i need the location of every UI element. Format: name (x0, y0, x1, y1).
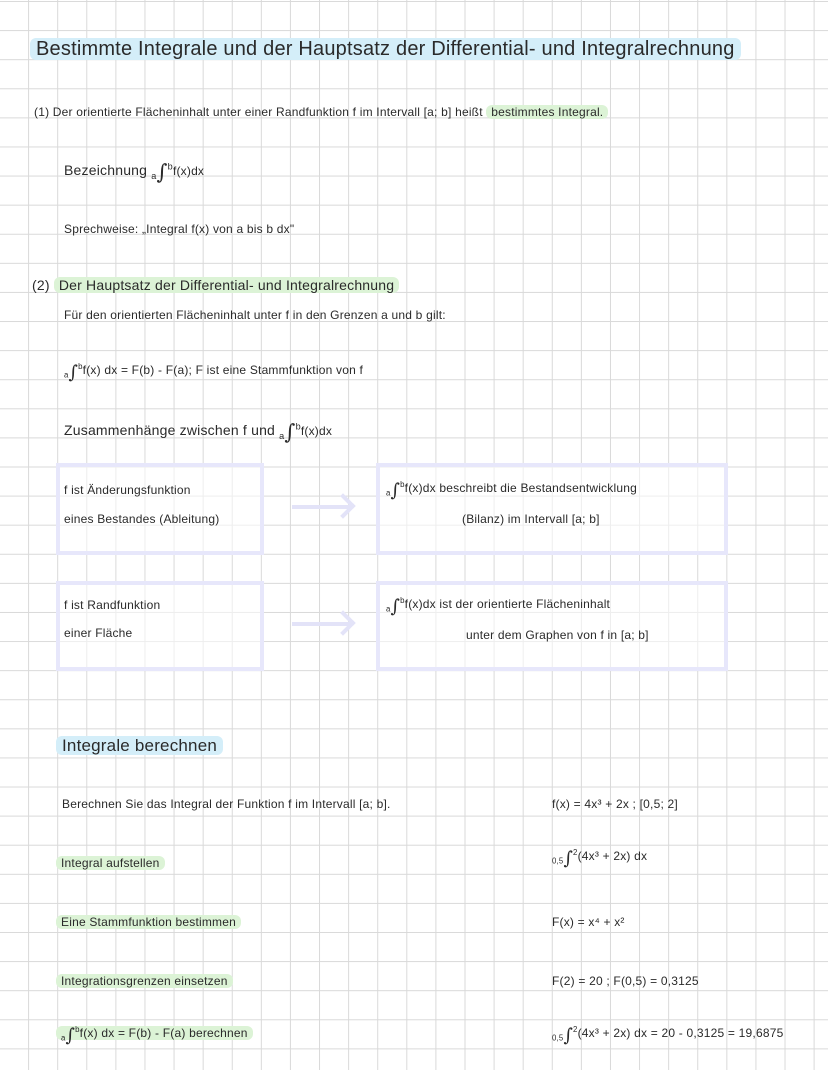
definition-line: (1) Der orientierte Flächeninhalt unter einer Randfunktion f im Intervall [a; b] heißt bestimmtes Integral. (34, 105, 608, 119)
step-result: $_{0,5}$∫$^2$(4x³ + 2x) dx = 20 - 0,3125 = 19,6875 (552, 1025, 784, 1046)
relation-text: $_a$∫$^b$f(x)dx beschreibt die Bestandsentwicklung (386, 480, 637, 501)
arrow-right-icon (292, 505, 350, 509)
relations-heading: Zusammenhänge zwischen f und $_a$∫$^b$f(x)dx (64, 420, 333, 444)
section2-intro: Für den orientierten Flächeninhalt unter f in den Grenzen a und b gilt: (64, 308, 446, 322)
step-result: F(2) = 20 ; F(0,5) = 0,3125 (552, 974, 699, 988)
relation-text: $_a$∫$^b$f(x)dx ist der orientierte Flächeninhalt (386, 596, 611, 617)
task-function: f(x) = 4x³ + 2x ; [0,5; 2] (552, 797, 678, 811)
relation-text: eines Bestandes (Ableitung) (64, 512, 220, 526)
step-label: Eine Stammfunktion bestimmen (56, 915, 241, 929)
section2-heading: (2) Der Hauptsatz der Differential- und Integralrechnung (32, 277, 399, 293)
page-title: Bestimmte Integrale und der Hauptsatz der Differential- und Integralrechnung (30, 38, 741, 61)
step-result: $_{0,5}$∫$^2$(4x³ + 2x) dx (552, 848, 648, 869)
arrow-right-icon (292, 622, 350, 626)
main-theorem-formula: $_a$∫$^b$f(x) dx = F(b) - F(a); F ist eine Stammfunktion von f (64, 362, 364, 383)
step-label: $_a$∫$^b$f(x) dx = F(b) - F(a) berechnen (56, 1025, 253, 1046)
step-result: F(x) = x⁴ + x² (552, 915, 625, 929)
highlight-term: bestimmtes Integral. (486, 105, 608, 119)
relation-box-right-1 (376, 463, 728, 555)
notation-line: Bezeichnung $_a$∫$^b$f(x)dx (64, 160, 205, 184)
relation-text: unter dem Graphen von f in [a; b] (466, 628, 649, 642)
relation-text: f ist Änderungsfunktion (64, 483, 191, 497)
section3-heading: Integrale berechnen (56, 736, 223, 756)
reading-line: Sprechweise: „Integral f(x) von a bis b dx" (64, 222, 295, 236)
task-text: Berechnen Sie das Integral der Funktion f im Intervall [a; b]. (62, 797, 391, 811)
relation-box-right-2 (376, 581, 728, 671)
relation-text: (Bilanz) im Intervall [a; b] (462, 512, 600, 526)
step-label: Integrationsgrenzen einsetzen (56, 974, 233, 988)
relation-text: f ist Randfunktion (64, 598, 161, 612)
relation-text: einer Fläche (64, 626, 133, 640)
relation-box-left-1 (56, 463, 264, 555)
step-label: Integral aufstellen (56, 856, 165, 870)
